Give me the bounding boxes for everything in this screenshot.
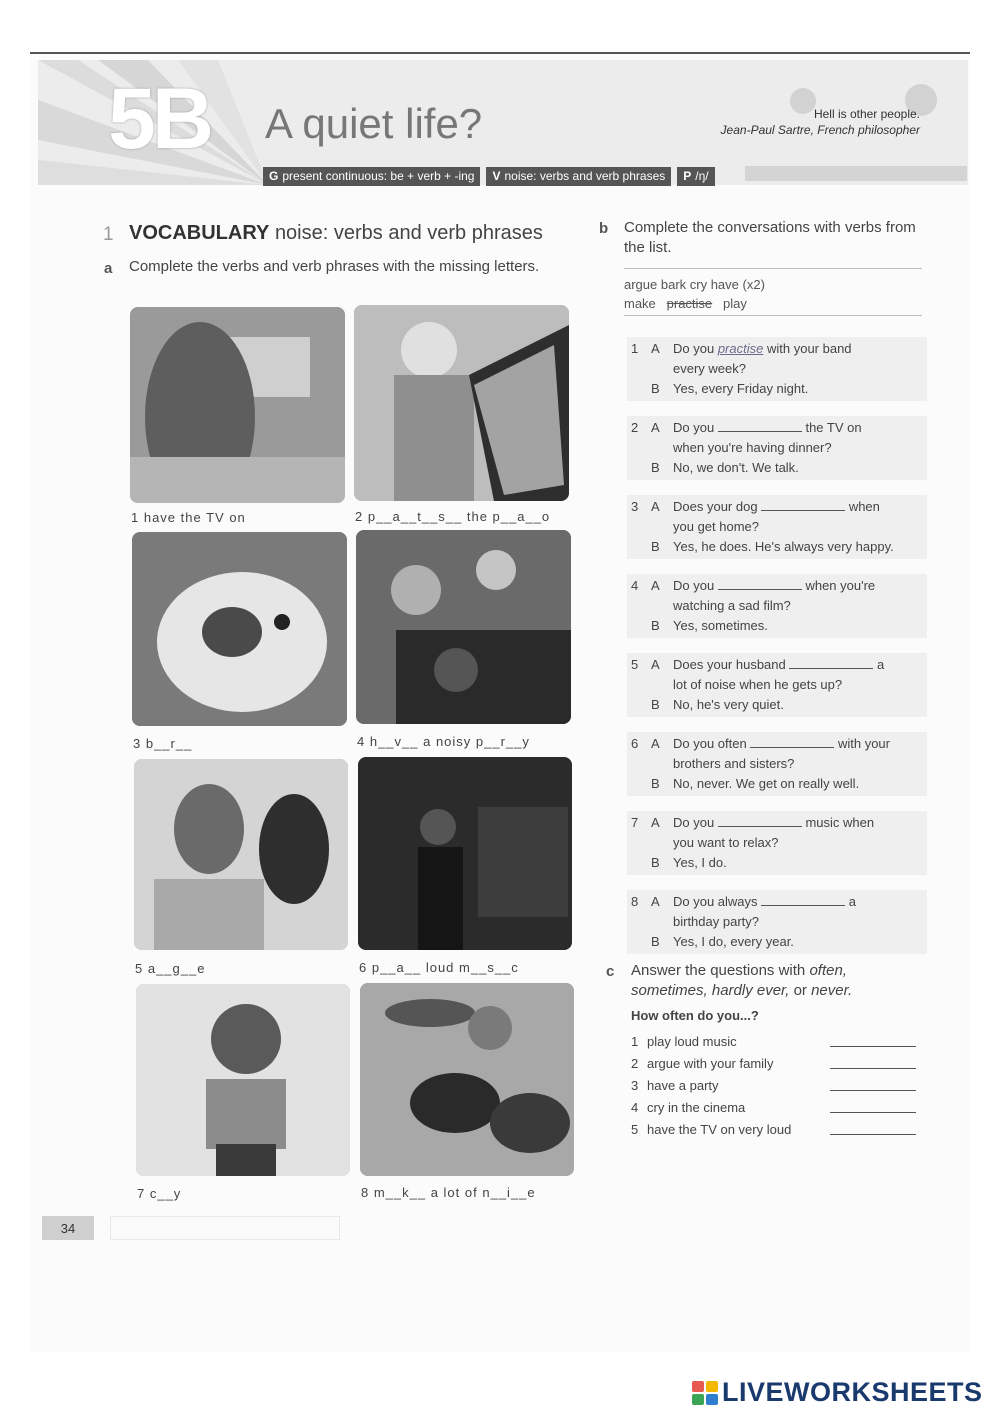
conversation-3: 3 A Does your dog when you get home? B Yes, he does. He's always very happy.: [627, 495, 927, 559]
photo-child-crying: [136, 984, 350, 1176]
footer-box: [110, 1216, 340, 1240]
part-b-letter: b: [599, 220, 609, 237]
word-list-line-1: argue bark cry have (x2): [624, 277, 765, 292]
caption-2: 2 p__a__t__s__ the p__a__o: [355, 509, 551, 524]
answer-line[interactable]: [830, 1101, 916, 1113]
caption-1: 1 have the TV on: [131, 510, 246, 525]
answer-line[interactable]: [830, 1057, 916, 1069]
caption-5: 5 a__g__e: [135, 961, 206, 976]
answer-line[interactable]: [830, 1079, 916, 1091]
used-example-word: practise: [666, 296, 713, 311]
answer-blank[interactable]: [718, 420, 802, 432]
answer-line[interactable]: [830, 1123, 916, 1135]
part-b-instruction: Complete the conversations with verbs from the list.: [624, 219, 916, 256]
photo-watching-tv: [130, 307, 345, 503]
example-answer: practise: [717, 341, 764, 356]
vocabulary-tag: V noise: verbs and verb phrases: [486, 167, 671, 186]
question-item: 5 have the TV on very loud: [631, 1118, 916, 1140]
photo-playing-loud-music: [358, 757, 572, 950]
caption-8: 8 m__k__ a lot of n__i__e: [361, 1185, 536, 1200]
part-c-letter: c: [606, 963, 615, 980]
answer-blank[interactable]: [789, 657, 873, 669]
unit-number: 5B: [108, 71, 210, 167]
quote-text: Hell is other people.: [813, 107, 920, 121]
brand-name: LIVEWORKSHEETS: [722, 1377, 983, 1407]
question-item: 2 argue with your family: [631, 1052, 916, 1074]
answer-line[interactable]: [830, 1035, 916, 1047]
conversation-6: 6 A Do you often with your brothers and sisters? B No, never. We get on really well.: [627, 732, 927, 796]
word-list: [624, 268, 922, 316]
caption-4: 4 h__v__ a noisy p__r__y: [357, 734, 530, 749]
frequency-questions: [631, 1030, 916, 1140]
tag-bar-fill: [745, 166, 967, 181]
topic-tags: [263, 166, 715, 186]
header-quote: [721, 106, 920, 138]
how-often-heading: How often do you...?: [631, 1008, 759, 1023]
photo-couple-arguing: [134, 759, 348, 950]
caption-7: 7 c__y: [137, 1186, 182, 1201]
photo-dog-barking: [132, 532, 347, 726]
unit-title: A quiet life?: [265, 100, 483, 147]
part-a-instruction: Complete the verbs and verb phrases with the missing letters.: [129, 258, 540, 275]
conversation-4: 4 A Do you when you're watching a sad film? B Yes, sometimes.: [627, 574, 927, 638]
answer-blank[interactable]: [750, 736, 834, 748]
photo-playing-piano: [354, 305, 569, 501]
question-item: 1 play loud music: [631, 1030, 916, 1052]
page-number: 34: [42, 1216, 94, 1240]
conversation-7: 7 A Do you music when you want to relax? B Yes, I do.: [627, 811, 927, 875]
part-a-letter: a: [104, 260, 113, 277]
conversation-8: 8 A Do you always a birthday party? B Yes, I do, every year.: [627, 890, 927, 954]
caption-6: 6 p__a__ loud m__s__c: [359, 960, 519, 975]
conversation-5: 5 A Does your husband a lot of noise when he gets up? B No, he's very quiet.: [627, 653, 927, 717]
part-c-instruction: Answer the questions with often, sometimes, hardly ever, or never.: [631, 962, 853, 999]
conversation-2: 2 A Do you the TV on when you're having dinner? B No, we don't. We talk.: [627, 416, 927, 480]
liveworksheets-logo[interactable]: [692, 1377, 983, 1408]
answer-blank[interactable]: [718, 815, 802, 827]
word-list-line-2: make practise play: [624, 296, 747, 311]
question-item: 3 have a party: [631, 1074, 916, 1096]
answer-blank[interactable]: [761, 894, 845, 906]
section-title: VOCABULARY noise: verbs and verb phrases: [129, 222, 543, 244]
photo-noisy-party: [356, 530, 571, 724]
quote-author: Jean-Paul Sartre, French philosopher: [720, 123, 920, 137]
answer-blank[interactable]: [761, 499, 845, 511]
conversation-1: 1 A Do you practise with your band every week? B Yes, every Friday night.: [627, 337, 927, 401]
pronunciation-tag: P /ŋ/: [677, 167, 714, 186]
section-number: 1: [103, 224, 114, 245]
brand-icon: [692, 1381, 718, 1405]
answer-blank[interactable]: [718, 578, 802, 590]
caption-3: 3 b__r__: [133, 736, 193, 751]
photo-drummer: [360, 983, 574, 1176]
question-item: 4 cry in the cinema: [631, 1096, 916, 1118]
grammar-tag: G present continuous: be + verb + -ing: [263, 167, 480, 186]
